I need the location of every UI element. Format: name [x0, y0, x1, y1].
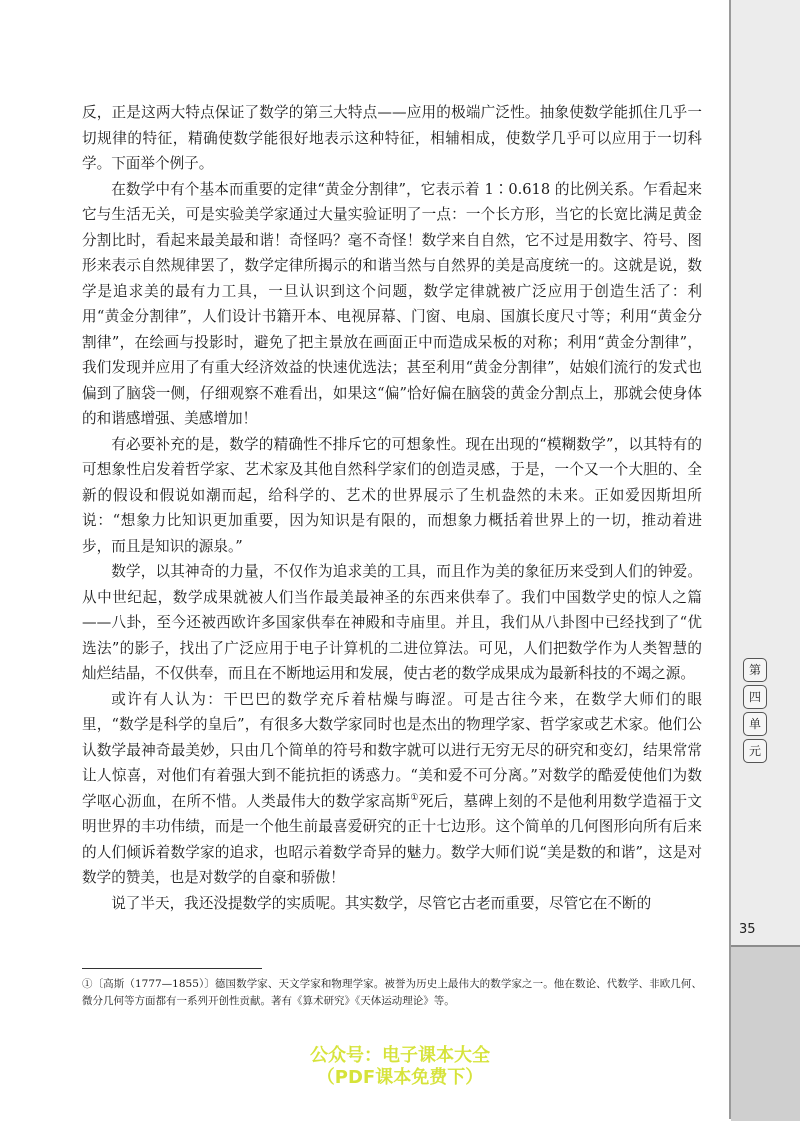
paragraph: 说了半天，我还没提数学的实质呢。其实数学，尽管它古老而重要，尽管它在不断的 [111, 894, 652, 912]
unit-tab-char: 元 [743, 739, 767, 763]
paragraph: 反，正是这两大特点保证了数学的第三大特点——应用的极端广泛性。抽象使数学能抓住几乎一切规律的特征，精确使数学能很好地表示这种特征，相辅相成，使数学几乎可以应用于一切科学。下面举个例子。 [82, 104, 702, 172]
unit-tab [743, 658, 767, 763]
unit-tab-char: 第 [743, 658, 767, 682]
unit-tab-char: 四 [743, 685, 767, 709]
footnote-divider [82, 968, 262, 969]
paragraph [82, 687, 702, 891]
paragraph: 数学，以其神奇的力量，不仅作为追求美的工具，而且作为美的象征历来受到人们的钟爱。从中世纪起，数学成果就被人们当作最美最神圣的东西来供奉了。我们中国数学史的惊人之篇——八卦，至今还被西欧许多国家供奉在神殿和寺庙里。并且，我们从八卦图中已经找到了“优选法”的影子，找出了广泛应用于电子计算机的二进位算法。可见，人们把数学作为人类智慧的灿烂结晶，不仅供奉，而且在不断地运用和发展，使古老的数学成果成为最新科技的不竭之源。 [82, 563, 702, 682]
paragraph-text: 死后，墓碑上刻的不是他利用数学造福于文明世界的丰功伟绩，而是一个他生前最喜爱研究的正十七边形。这个简单的几何图形向所有后来的人们倾诉着数学家的追求，也昭示着数学奇异的魅力。数学大师们说“美是数的和谐”，这是对数学的赞美，也是对数学的自豪和骄傲！ [82, 792, 702, 886]
watermark-line: （PDF课本免费下） [316, 1067, 484, 1088]
unit-tab-char: 单 [743, 712, 767, 736]
footnote-marker[interactable]: ① [410, 792, 419, 803]
body-text [82, 100, 702, 916]
side-margin-lower-band [731, 945, 800, 1121]
page-number: 35 [739, 922, 756, 937]
watermark [200, 1045, 600, 1089]
watermark-line: 公众号：电子课本大全 [310, 1045, 490, 1066]
page-side-margin [729, 0, 800, 1119]
paragraph: 在数学中有个基本而重要的定律“黄金分割律”，它表示着 1∶0.618 的比例关系。乍看起来它与生活无关，可是实验美学家通过大量实验证明了一点：一个长方形，当它的长宽比满足黄金分割比时，看起来最美最和谐！奇怪吗？毫不奇怪！数学来自自然，它不过是用数字、符号、图形来表示自然规律罢了，数学定律所揭示的和谐当然与自然界的美是高度统一的。这就是说，数学是追求美的最有力工具，一旦认识到这个问题，数学定律就被广泛应用于创造生活了：利用“黄金分割律”，人们设计书籍开本、电视屏幕、门窗、电扇、国旗长度尺寸等；利用“黄金分割律”，在绘画与投影时，避免了把主景放在画面正中而造成呆板的对称；利用“黄金分割律”，我们发现并应用了有重大经济效益的快速优选法；甚至利用“黄金分割律”，姑娘们流行的发式也偏到了脑袋一侧，仔细观察不难看出，如果这“偏”恰好偏在脑袋的黄金分割点上，那就会使身体的和谐感增强、美感增加！ [82, 180, 702, 427]
paragraph: 有必要补充的是，数学的精确性不排斥它的可想象性。现在出现的“模糊数学”，以其特有的可想象性启发着哲学家、艺术家及其他自然科学家们的创造灵感，于是，一个又一个大胆的、全新的假设和假说如潮而起，给科学的、艺术的世界展示了生机盎然的未来。正如爱因斯坦所说：“想象力比知识更加重要，因为知识是有限的，而想象力概括着世界上的一切，推动着进步，而且是知识的源泉。” [82, 435, 702, 555]
paragraph-text: 或许有人认为：干巴巴的数学充斥着枯燥与晦涩。可是古往今来，在数学大师们的眼里，“数学是科学的皇后”，有很多大数学家同时也是杰出的物理学家、哲学家或艺术家。他们公认数学最神奇最美妙，只由几个简单的符号和数字就可以进行无穷无尽的研究和变幻，结果常常让人惊喜，对他们有着强大到不能抗拒的诱惑力。“美和爱不可分离。”对数学的酷爱使他们为数学呕心沥血，在所不惜。人类最伟大的数学家高斯 [82, 690, 702, 810]
footnote: ①〔高斯（1777—1855）〕德国数学家、天文学家和物理学家。被誉为历史上最伟大的数学家之一。他在数论、代数学、非欧几何、微分几何等方面都有一系列开创性贡献。著有《算术研究》《天体运动理论》等。 [82, 978, 702, 1007]
